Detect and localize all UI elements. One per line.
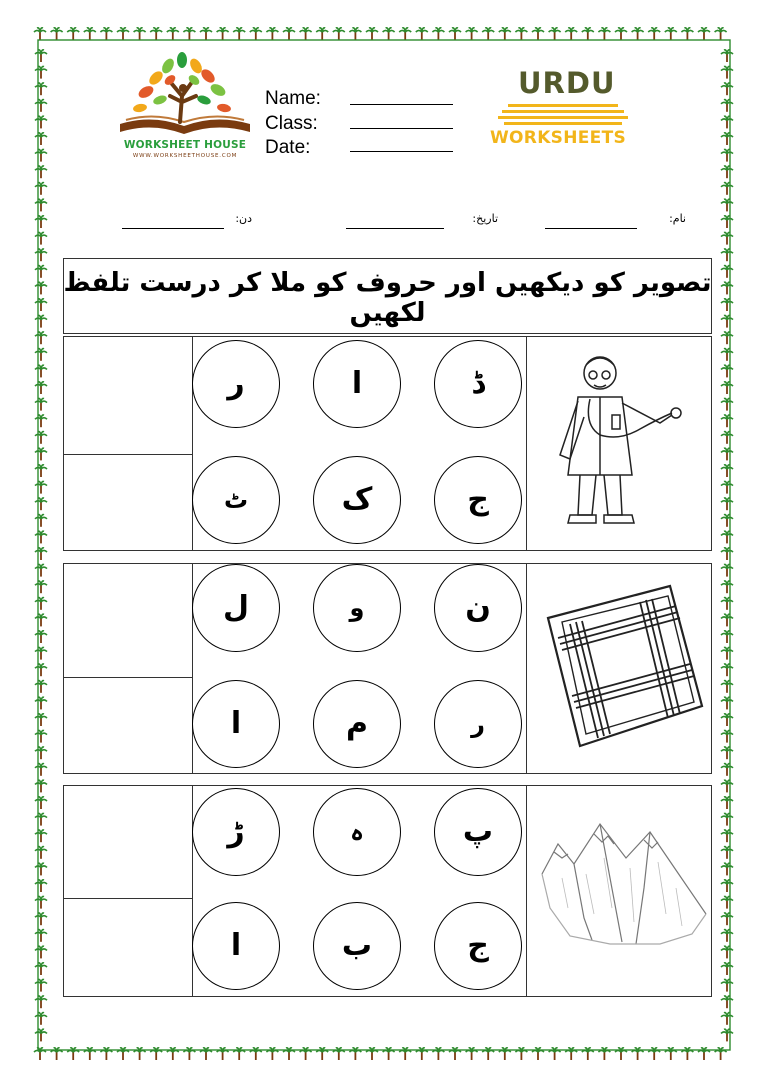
letter-circle[interactable]: ہ	[313, 788, 401, 876]
answer-box[interactable]	[64, 455, 192, 550]
section-divider	[526, 785, 527, 997]
palm-tree-icon	[721, 1029, 733, 1041]
palm-tree-icon	[582, 28, 594, 40]
palm-tree-icon	[35, 979, 47, 991]
palm-tree-icon	[35, 149, 47, 161]
date-field[interactable]	[350, 151, 453, 152]
palm-tree-icon	[35, 847, 47, 859]
letter-circle[interactable]: ڑ	[192, 788, 280, 876]
palm-tree-icon	[721, 432, 733, 444]
palm-tree-icon	[721, 996, 733, 1008]
palm-tree-icon	[721, 764, 733, 776]
palm-tree-icon	[721, 133, 733, 145]
palm-tree-icon	[233, 28, 245, 40]
palm-tree-icon	[565, 28, 577, 40]
palm-tree-icon	[715, 28, 727, 40]
letter-circle[interactable]: ج	[434, 902, 522, 990]
palm-tree-icon	[632, 28, 644, 40]
palm-tree-icon	[35, 249, 47, 261]
palm-tree-icon	[35, 515, 47, 527]
brand-underline-icon	[498, 104, 628, 126]
section-divider	[192, 785, 193, 997]
palm-tree-icon	[721, 398, 733, 410]
palm-tree-icon	[35, 880, 47, 892]
answer-box[interactable]	[64, 337, 192, 454]
palm-tree-icon	[721, 498, 733, 510]
palm-tree-icon	[698, 28, 710, 40]
palm-tree-icon	[721, 349, 733, 361]
section-divider	[526, 563, 527, 774]
section-divider	[526, 336, 527, 551]
palm-tree-icon	[721, 266, 733, 278]
answer-box[interactable]	[64, 786, 192, 898]
palm-tree-icon	[35, 614, 47, 626]
class-field[interactable]	[350, 128, 453, 129]
doctor-icon	[540, 345, 700, 540]
palm-tree-icon	[35, 531, 47, 543]
palm-tree-icon	[721, 66, 733, 78]
palm-tree-icon	[721, 183, 733, 195]
palm-tree-icon	[721, 697, 733, 709]
palm-tree-icon	[35, 548, 47, 560]
palm-tree-icon	[35, 465, 47, 477]
palm-tree-icon	[416, 28, 428, 40]
palm-tree-icon	[35, 365, 47, 377]
palm-tree-icon	[721, 664, 733, 676]
palm-tree-icon	[150, 28, 162, 40]
palm-tree-icon	[35, 332, 47, 344]
palm-tree-icon	[721, 714, 733, 726]
palm-tree-icon	[721, 100, 733, 112]
palm-tree-icon	[432, 28, 444, 40]
palm-tree-icon	[316, 28, 328, 40]
palm-tree-icon	[250, 28, 262, 40]
brand-title: URDU	[518, 66, 616, 100]
palm-tree-icon	[35, 797, 47, 809]
palm-tree-icon	[35, 764, 47, 776]
palm-tree-icon	[721, 531, 733, 543]
urdu-date-field[interactable]	[346, 228, 444, 229]
palm-tree-icon	[499, 28, 511, 40]
answer-box[interactable]	[64, 678, 192, 773]
palm-tree-icon	[35, 1013, 47, 1025]
letter-circle[interactable]: پ	[434, 788, 522, 876]
palm-tree-icon	[217, 28, 229, 40]
palm-tree-icon	[35, 913, 47, 925]
palm-tree-icon	[721, 282, 733, 294]
letter-circle[interactable]: ک	[313, 456, 401, 544]
palm-tree-icon	[399, 28, 411, 40]
palm-tree-icon	[532, 28, 544, 40]
palm-tree-icon	[266, 28, 278, 40]
palm-tree-icon	[648, 28, 660, 40]
letter-circle[interactable]: م	[313, 680, 401, 768]
palm-tree-icon	[721, 681, 733, 693]
palm-tree-icon	[721, 631, 733, 643]
palm-tree-icon	[721, 465, 733, 477]
palm-tree-icon	[35, 581, 47, 593]
palm-tree-icon	[35, 282, 47, 294]
letter-circle[interactable]: ن	[434, 564, 522, 652]
palm-tree-icon	[721, 863, 733, 875]
palm-tree-icon	[721, 913, 733, 925]
palm-tree-icon	[615, 28, 627, 40]
palm-tree-icon	[35, 183, 47, 195]
palm-tree-icon	[35, 481, 47, 493]
letter-circle[interactable]: ر	[192, 340, 280, 428]
letter-circle[interactable]: ر	[434, 680, 522, 768]
palm-tree-icon	[35, 963, 47, 975]
palm-tree-icon	[721, 896, 733, 908]
palm-tree-icon	[721, 598, 733, 610]
palm-tree-icon	[665, 28, 677, 40]
palm-tree-icon	[35, 647, 47, 659]
answer-box[interactable]	[64, 899, 192, 996]
palm-tree-icon	[721, 515, 733, 527]
palm-tree-icon	[721, 564, 733, 576]
logo-name: WORKSHEET HOUSE	[123, 139, 247, 151]
letter-circle[interactable]: ب	[313, 902, 401, 990]
palm-tree-icon	[35, 1029, 47, 1041]
palm-tree-icon	[35, 382, 47, 394]
palm-tree-icon	[35, 415, 47, 427]
palm-tree-icon	[721, 481, 733, 493]
palm-tree-icon	[35, 315, 47, 327]
worksheet-house-logo-icon	[112, 52, 258, 140]
palm-tree-icon	[721, 50, 733, 62]
palm-tree-icon	[35, 830, 47, 842]
palm-tree-icon	[721, 199, 733, 211]
palm-tree-icon	[35, 66, 47, 78]
urdu-name-field[interactable]	[545, 228, 637, 229]
palm-tree-icon	[721, 332, 733, 344]
palm-tree-icon	[35, 50, 47, 62]
answer-box[interactable]	[64, 564, 192, 677]
palm-tree-icon	[35, 946, 47, 958]
class-label: Class:	[265, 113, 318, 134]
palm-tree-icon	[721, 216, 733, 228]
palm-tree-icon	[35, 83, 47, 95]
palm-tree-icon	[721, 946, 733, 958]
palm-tree-icon	[721, 813, 733, 825]
palm-tree-icon	[283, 28, 295, 40]
palm-tree-icon	[35, 664, 47, 676]
palm-tree-icon	[35, 299, 47, 311]
palm-tree-icon	[549, 28, 561, 40]
palm-tree-icon	[721, 249, 733, 261]
palm-tree-icon	[721, 963, 733, 975]
palm-tree-icon	[721, 797, 733, 809]
palm-tree-icon	[333, 28, 345, 40]
palm-tree-icon	[721, 415, 733, 427]
letter-circle[interactable]: ا	[192, 680, 280, 768]
palm-tree-icon	[35, 564, 47, 576]
palm-tree-icon	[681, 28, 693, 40]
palm-tree-icon	[35, 697, 47, 709]
palm-tree-icon	[35, 747, 47, 759]
palm-tree-icon	[35, 133, 47, 145]
palm-tree-icon	[466, 28, 478, 40]
palm-tree-icon	[117, 28, 129, 40]
palm-tree-icon	[598, 28, 610, 40]
palm-tree-icon	[35, 398, 47, 410]
logo-url: WWW.WORKSHEETHOUSE.COM	[132, 153, 238, 159]
letter-circle[interactable]: ل	[192, 564, 280, 652]
palm-tree-icon	[35, 631, 47, 643]
palm-tree-icon	[383, 28, 395, 40]
palm-tree-icon	[515, 28, 527, 40]
palm-tree-icon	[721, 780, 733, 792]
instruction-text: تصویر کو دیکھیں اور حروف کو ملا کر درست تلفظ لکھیں	[63, 268, 712, 328]
palm-tree-icon	[35, 266, 47, 278]
palm-tree-icon	[35, 116, 47, 128]
urdu-date-label: تاریخ:	[472, 212, 498, 225]
palm-tree-icon	[721, 930, 733, 942]
letter-circle[interactable]: ا	[192, 902, 280, 990]
urdu-day-label: دن:	[235, 212, 252, 225]
palm-tree-icon	[721, 149, 733, 161]
letter-circle[interactable]: ج	[434, 456, 522, 544]
letter-circle[interactable]: ا	[313, 340, 401, 428]
palm-tree-icon	[35, 598, 47, 610]
palm-tree-icon	[300, 28, 312, 40]
palm-tree-icon	[35, 730, 47, 742]
palm-tree-icon	[721, 581, 733, 593]
palm-tree-icon	[349, 28, 361, 40]
palm-tree-icon	[35, 896, 47, 908]
brand-subtitle: WORKSHEETS	[490, 128, 627, 148]
letter-circle[interactable]: و	[313, 564, 401, 652]
palm-tree-icon	[35, 498, 47, 510]
palm-tree-icon	[721, 315, 733, 327]
palm-tree-icon	[721, 647, 733, 659]
palm-tree-icon	[721, 365, 733, 377]
palm-tree-icon	[35, 349, 47, 361]
palm-tree-icon	[35, 232, 47, 244]
urdu-name-label: نام:	[669, 212, 686, 225]
palm-tree-icon	[721, 448, 733, 460]
palm-tree-icon	[134, 28, 146, 40]
palm-tree-icon	[100, 28, 112, 40]
palm-tree-icon	[721, 116, 733, 128]
palm-tree-icon	[84, 28, 96, 40]
palm-tree-icon	[449, 28, 461, 40]
palm-tree-icon	[35, 199, 47, 211]
palm-tree-icon	[35, 863, 47, 875]
palm-tree-icon	[721, 1013, 733, 1025]
urdu-day-field[interactable]	[122, 228, 224, 229]
palm-tree-icon	[35, 448, 47, 460]
palm-tree-icon	[721, 847, 733, 859]
mountain-icon	[540, 818, 710, 948]
section-divider	[192, 336, 193, 551]
palm-tree-icon	[721, 747, 733, 759]
palm-tree-icon	[721, 548, 733, 560]
palm-tree-icon	[721, 83, 733, 95]
palm-tree-icon	[721, 830, 733, 842]
palm-tree-icon	[35, 432, 47, 444]
palm-tree-icon	[721, 880, 733, 892]
name-field[interactable]	[350, 104, 453, 105]
letter-circle[interactable]: ٹ	[192, 456, 280, 544]
palm-tree-icon	[721, 232, 733, 244]
palm-tree-icon	[366, 28, 378, 40]
palm-tree-icon	[482, 28, 494, 40]
palm-tree-icon	[35, 100, 47, 112]
palm-tree-icon	[721, 730, 733, 742]
handkerchief-icon	[540, 578, 710, 753]
palm-tree-icon	[721, 614, 733, 626]
palm-tree-icon	[35, 166, 47, 178]
palm-tree-icon	[35, 216, 47, 228]
palm-tree-icon	[721, 166, 733, 178]
palm-tree-icon	[35, 930, 47, 942]
palm-tree-icon	[51, 28, 63, 40]
date-label: Date:	[265, 137, 311, 158]
palm-tree-icon	[200, 28, 212, 40]
palm-tree-icon	[721, 299, 733, 311]
palm-tree-icon	[721, 382, 733, 394]
palm-tree-icon	[35, 996, 47, 1008]
palm-tree-icon	[35, 714, 47, 726]
palm-tree-icon	[183, 28, 195, 40]
name-label: Name:	[265, 88, 321, 109]
palm-tree-icon	[167, 28, 179, 40]
palm-tree-icon	[34, 28, 46, 40]
palm-tree-icon	[35, 780, 47, 792]
palm-tree-icon	[721, 979, 733, 991]
letter-circle[interactable]: ڈ	[434, 340, 522, 428]
palm-tree-icon	[35, 681, 47, 693]
palm-tree-icon	[67, 28, 79, 40]
palm-tree-icon	[35, 813, 47, 825]
